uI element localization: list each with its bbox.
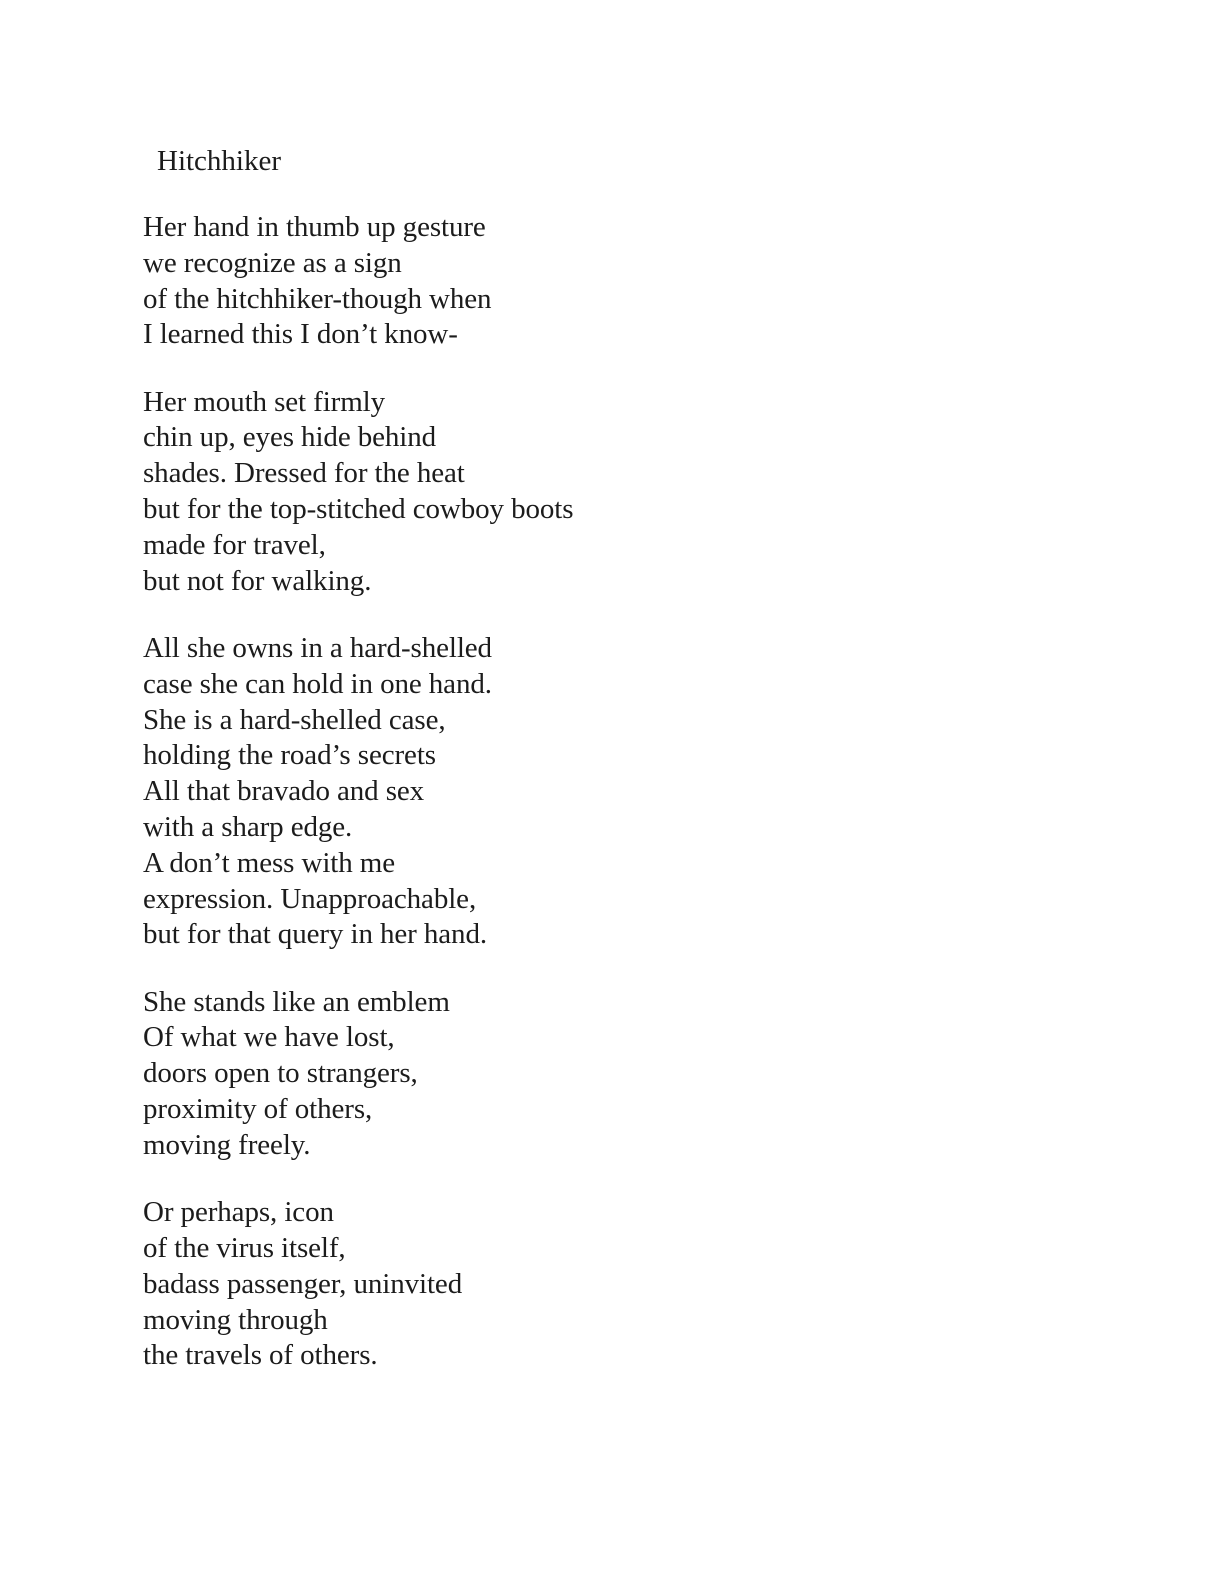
poem-line: moving freely. xyxy=(143,1128,311,1161)
poem-line: Or perhaps, icon xyxy=(143,1196,334,1229)
poem-body xyxy=(143,210,1143,1406)
poem-line: holding the road’s secrets xyxy=(143,739,436,772)
poem-line: shades. Dressed for the heat xyxy=(143,457,465,490)
poem-line: of the virus itself, xyxy=(143,1231,346,1264)
poem-line: case she can hold in one hand. xyxy=(143,667,492,700)
poem-line: of the hitchhiker-though when xyxy=(143,282,492,315)
poem-line: She is a hard-shelled case, xyxy=(143,703,446,736)
poem-line: A don’t mess with me xyxy=(143,846,396,879)
poem-line: we recognize as a sign xyxy=(143,246,402,279)
poem-line: doors open to strangers, xyxy=(143,1057,418,1090)
poem-line: but not for walking. xyxy=(143,564,372,597)
poem-line: All that bravado and sex xyxy=(143,775,425,808)
poem-line: but for the top-stitched cowboy boots xyxy=(143,493,574,526)
stanza-2 xyxy=(143,385,1143,600)
poem-line: I learned this I don’t know- xyxy=(143,318,458,351)
poem-line: All she owns in a hard-shelled xyxy=(143,631,492,664)
poem-line: badass passenger, uninvited xyxy=(143,1267,463,1300)
poem-line: with a sharp edge. xyxy=(143,810,353,843)
poem-title: Hitchhiker xyxy=(157,145,282,177)
poem-line: but for that query in her hand. xyxy=(143,918,487,951)
poem-line: She stands like an emblem xyxy=(143,985,450,1018)
poem-line: made for travel, xyxy=(143,528,326,561)
poem-line: Her mouth set firmly xyxy=(143,385,386,418)
stanza-1 xyxy=(143,210,1143,353)
poem-line: the travels of others. xyxy=(143,1339,378,1372)
stanza-5 xyxy=(143,1195,1143,1374)
stanza-4 xyxy=(143,985,1143,1164)
poem-line: chin up, eyes hide behind xyxy=(143,421,437,454)
poem-line: Her hand in thumb up gesture xyxy=(143,211,486,243)
stanza-3 xyxy=(143,631,1143,953)
poem-line: moving through xyxy=(143,1303,328,1336)
poem-line: proximity of others, xyxy=(143,1093,373,1126)
poem-line: expression. Unapproachable, xyxy=(143,882,477,915)
poem-line: Of what we have lost, xyxy=(143,1021,395,1054)
